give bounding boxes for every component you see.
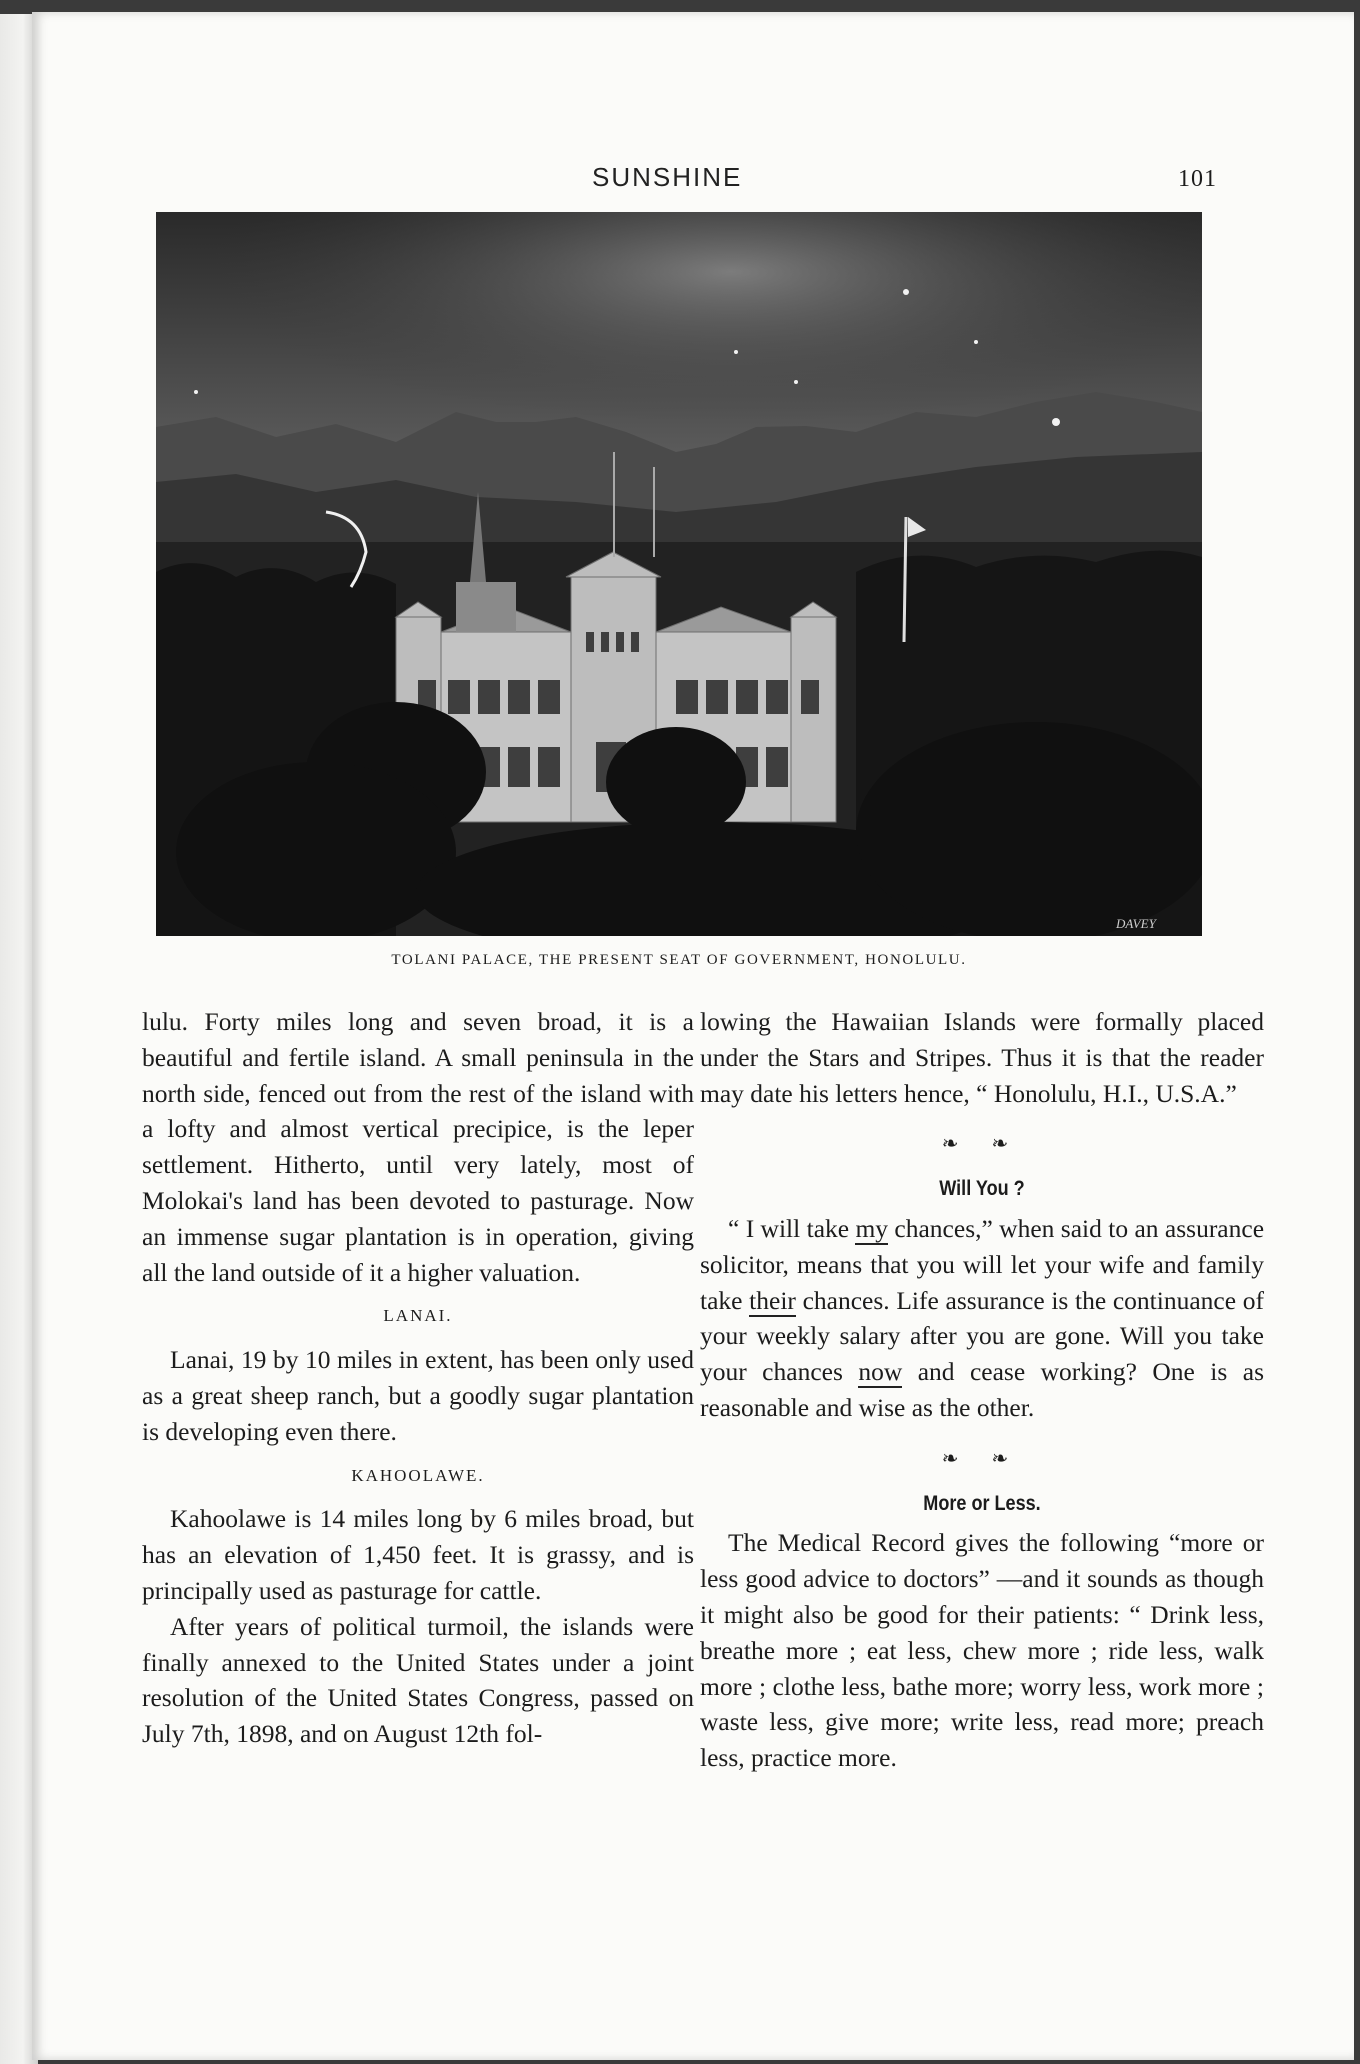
photo-caption: TOLANI PALACE, THE PRESENT SEAT OF GOVERNMENT, HONOLULU. <box>391 952 967 968</box>
section-heading-kahoolawe: KAHOOLAWE. <box>351 1465 485 1485</box>
text-run: and cease working? One is as reasonable and wise as the other. <box>700 1357 1264 1422</box>
paragraph-kahoolawe: Kahoolawe is 14 miles long by 6 miles broad, but has an elevation of 1,450 feet. It is grassy, and is principally used as pasturage for cattle. <box>142 1504 694 1605</box>
article-heading-will-you: Will You ? <box>939 1177 1025 1201</box>
text-run: “ I will take <box>728 1213 856 1243</box>
paragraph-annexation-continued: lowing the Hawaiian Islands were formally placed under the Stars and Stripes. Thus it is that the reader may date his letters hence, “ Honolulu, H.I., U.S.A.” <box>700 1007 1264 1108</box>
running-title: SUNSHINE <box>592 162 743 192</box>
underlined-word: their <box>749 1285 796 1315</box>
section-heading-lanai: LANAI. <box>383 1306 453 1326</box>
paragraph-more-or-less: The Medical Record gives the following “more or less good advice to doctors” —and it sounds as though it might also be good for their patients: “ Drink less, breathe more ; eat less, chew more ; ride less, walk more ; clothe less, bathe more; worry less, work more ; waste less, give more; write less, read more; preach less, practice more. <box>700 1528 1264 1773</box>
text-run: chances. Life assurance is the continuance of your weekly salary after you are gone. Will you take your chances <box>700 1285 1264 1387</box>
paragraph-annexation: After years of political turmoil, the islands were finally annexed to the United States under a joint resolution of the United States Congress, passed on July 7th, 1898, and on August 12th fol- <box>142 1611 694 1749</box>
paragraph-will-you <box>700 1211 1264 1426</box>
underlined-word: now <box>858 1357 903 1387</box>
book-page <box>32 12 1354 2060</box>
paragraph-lanai: Lanai, 19 by 10 miles in extent, has been only used as a great sheep ranch, but a goodly sugar plantation is developing even there. <box>142 1345 694 1446</box>
palace-photograph <box>156 212 1202 936</box>
page-number: 101 <box>1178 166 1217 192</box>
paragraph-molokai: lulu. Forty miles long and seven broad, it is a beautiful and fertile island. A small peninsula in the north side, fenced out from the rest of the island with a lofty and almost vertical precipice, is the leper settlement. Hitherto, until very lately, most of Molokai's land has been devoted to pasturage. Now an immense sugar plantation is in operation, giving all the land outside of it a higher valuation. <box>142 1007 694 1287</box>
right-column <box>700 1004 1264 1776</box>
running-head <box>32 162 1354 202</box>
text-run: chances,” when said to an assurance solicitor, means that you will let your wife and family take <box>700 1213 1265 1315</box>
leaf-ornament: ❧ ❧ <box>941 1447 1023 1470</box>
underlined-word: my <box>855 1213 889 1243</box>
photographer-mark: DAVEY <box>1116 916 1156 931</box>
left-column <box>142 1004 694 1752</box>
leaf-ornament: ❧ ❧ <box>941 1133 1023 1156</box>
article-heading-more-or-less: More or Less. <box>923 1491 1041 1515</box>
